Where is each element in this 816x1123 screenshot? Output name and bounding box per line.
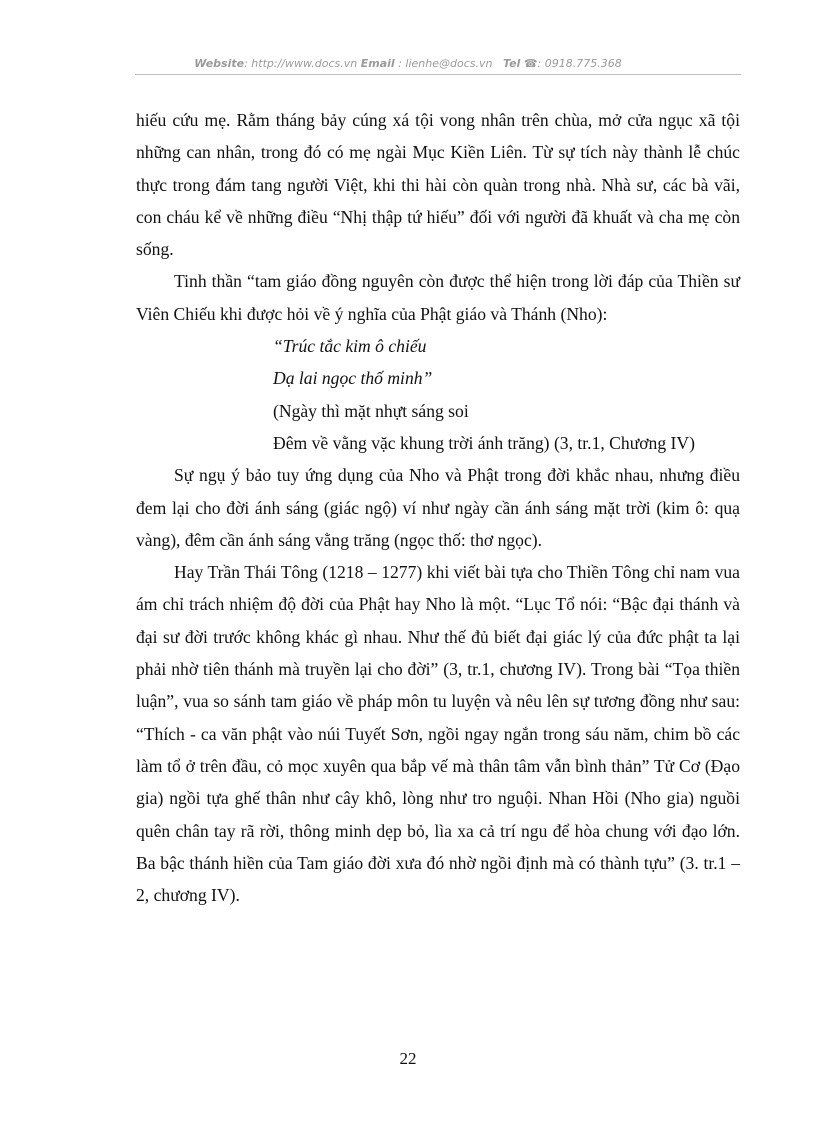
poem-block [136, 330, 740, 459]
poem-line-4: Đêm về vằng vặc khung trời ánh trăng) (3, tr.1, Chương IV) [273, 432, 695, 453]
paragraph-1: hiếu cứu mẹ. Rằm tháng bảy cúng xá tội vong nhân trên chùa, mở cửa ngục xã tội những can nhân, trong đó có mẹ ngài Mục Kiền Liên. Từ sự tích này thành lễ chúc thực trong đám tang người Việt, khi thi hài còn quàn trong nhà. Nhà sư, các bà vãi, con cháu kể về những điều “Nhị thập tứ hiếu” đối với người đã khuất và cha mẹ còn sống. [136, 110, 740, 260]
poem-line-1: “Trúc tắc kim ô chiếu [273, 336, 427, 357]
tel-value: : 0918.775.368 [537, 57, 622, 70]
paragraph-2: Tinh thần “tam giáo đồng nguyên còn được thể hiện trong lời đáp của Thiền sư Viên Chiếu khi được hỏi về ý nghĩa của Phật giáo và Thánh (Nho): [136, 271, 740, 324]
phone-icon: ☎ [523, 57, 538, 70]
email-value: : lienhe@docs.vn [394, 57, 493, 70]
poem-line-3: (Ngày thì mặt nhựt sáng soi [273, 400, 469, 421]
tel-label: Tel [502, 57, 521, 70]
poem-line-2: Dạ lai ngọc thố minh” [273, 368, 433, 389]
website-value: : http://www.docs.vn [244, 57, 358, 70]
document-body [136, 104, 740, 911]
page-number: 22 [399, 1049, 417, 1068]
paragraph-3: Sự ngụ ý bảo tuy ứng dụng của Nho và Phật trong đời khắc nhau, nhưng điều đem lại cho đời ánh sáng (giác ngộ) ví như ngày cần ánh sáng mặt trời (kim ô: quạ vàng), đêm cần ánh sáng vằng trăng (ngọc thố: thơ ngọc). [136, 465, 740, 550]
paragraph-4: Hay Trần Thái Tông (1218 – 1277) khi viết bài tựa cho Thiền Tông chỉ nam vua ám chỉ trách nhiệm độ đời của Phật hay Nho là một. “Lục Tổ nói: “Bậc đại thánh và đại sư đời trước không khác gì nhau. Như thế đủ biết đại giác lý của đức phật ta lại phải nhờ tiên thánh mà truyền lại cho đời” (3, tr.1, chương IV). Trong bài “Tọa thiền luận”, vua so sánh tam giáo về pháp môn tu luyện và nêu lên sự tương đồng như sau: “Thích - ca văn phật vào núi Tuyết Sơn, ngồi ngay ngắn trong sáu năm, chim bồ các làm tổ ở trên đầu, cỏ mọc xuyên qua bắp vế mà thân tâm vẫn bình thản” Tử Cơ (Đạo gia) ngồi tựa ghế thân như cây khô, lòng như tro nguội. Nhan Hồi (Nho gia) nguồi quên chân tay rã rời, thông minh dẹp bỏ, lìa xa cả trí ngu để hòa chung với đạo lớn. Ba bậc thánh hiền của Tam giáo đời xưa đó nhờ ngồi định mà có thành tựu” (3. tr.1 – 2, chương IV). [136, 562, 740, 906]
website-label: Website [194, 57, 245, 70]
page-header [0, 57, 816, 70]
email-label: Email [360, 57, 395, 70]
header-divider [135, 74, 741, 75]
